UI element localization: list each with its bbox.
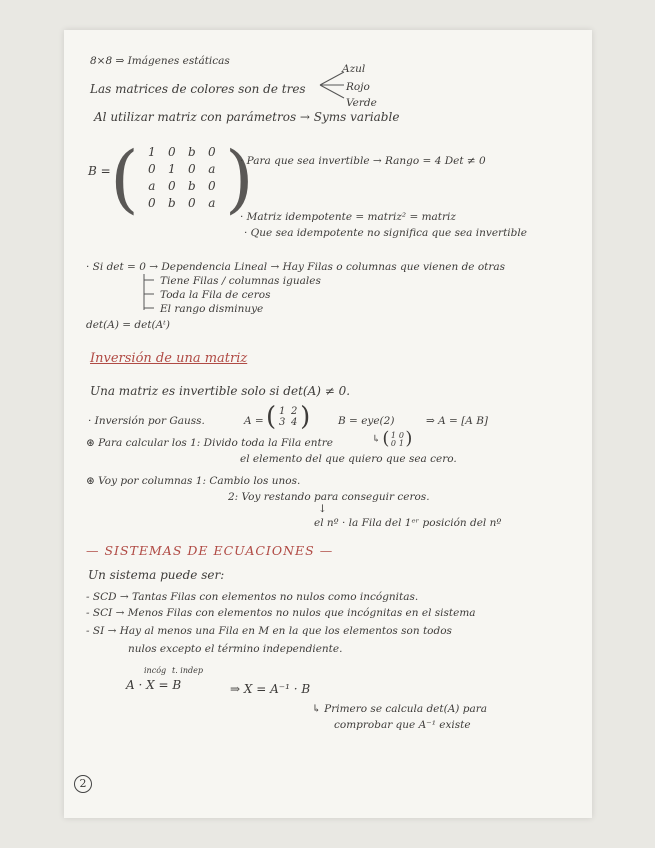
cell: 3 <box>278 417 286 428</box>
cell: 0 <box>208 179 216 193</box>
matrix-a-cells <box>276 406 300 428</box>
line-primero: ↳ Primero se calcula det(A) para <box>312 703 487 715</box>
det-item-b: Toda la Fila de ceros <box>160 289 271 301</box>
arrow-down: ↓ <box>318 503 327 515</box>
equation-x: ⇒ X = A⁻¹ · B <box>230 682 311 696</box>
line-si: - SI → Hay al menos una Fila en M en la que los elementos son todos <box>86 625 452 637</box>
bracket-lines <box>140 274 158 316</box>
cell: 1 <box>390 431 396 440</box>
matrix-a-label: A = <box>244 415 264 427</box>
cell: 0 <box>208 145 216 159</box>
label-indep: t. indep <box>172 666 203 675</box>
cell: 1 <box>398 439 404 448</box>
line-det-transpuesta: det(A) = det(Aᵗ) <box>86 319 170 331</box>
note-idempotente: · Matriz idempotente = matriz² = matriz <box>240 211 456 223</box>
cell: 0 <box>398 431 404 440</box>
det-item-c: El rango disminuye <box>160 303 264 315</box>
line-invertible-solo: Una matriz es invertible solo si det(A) ≠ 0. <box>90 384 351 398</box>
matrix-b-cells <box>142 145 222 213</box>
note-invertible: · Para que sea invertible → Rango = 4 Det ≠ 0 <box>240 155 486 167</box>
line-scd: - SCD → Tantas Filas con elementos no nulos como incógnitas. <box>86 591 419 603</box>
cell: b <box>188 145 196 159</box>
a-ab: ⇒ A = [A B] <box>426 415 489 427</box>
left-paren: ( <box>110 136 139 222</box>
label-verde: Verde <box>346 97 377 109</box>
label-incog: incóg <box>144 666 167 675</box>
line-sistema-puede: Un sistema puede ser: <box>88 568 225 582</box>
matrix-b <box>110 136 254 222</box>
step-columnas-2: 2: Voy restando para conseguir ceros. <box>228 491 430 503</box>
det-item-a: Tiene Filas / columnas iguales <box>160 275 321 287</box>
step-columnas-3: el nº · la Fila del 1ᵉʳ posición del nº <box>314 517 502 529</box>
cell: 0 <box>168 179 176 193</box>
cell: 0 <box>148 162 156 176</box>
identity-matrix: ↳ ( 1 0 0 1 ) <box>372 426 412 452</box>
line-gauss: · Inversión por Gauss. <box>88 415 205 427</box>
label-azul: Azul <box>342 63 366 75</box>
cell: 2 <box>290 406 298 417</box>
line-primero-2: comprobar que A⁻¹ existe <box>334 719 471 731</box>
line-imagenes: 8×8 ⇒ Imágenes estáticas <box>90 55 230 67</box>
step-calcular-2: el elemento del que quiero que sea cero. <box>240 453 457 465</box>
cell: 1 <box>168 162 176 176</box>
equation-axb: A · X = B <box>126 678 182 692</box>
cell: b <box>168 196 176 210</box>
cell: 0 <box>390 439 396 448</box>
cell: 0 <box>188 162 196 176</box>
cell: 4 <box>290 417 298 428</box>
line-sci: - SCI → Menos Filas con elementos no nulos que incógnitas en el sistema <box>86 607 476 619</box>
cell: a <box>208 162 216 176</box>
label-rojo: Rojo <box>346 81 370 93</box>
cell: 1 <box>148 145 156 159</box>
cell: 1 <box>278 406 286 417</box>
page-number: 2 <box>74 775 92 793</box>
right-paren: ) <box>300 402 311 432</box>
line-det-cero: · Si det = 0 → Dependencia Lineal → Hay Filas o columnas que vienen de otras <box>86 261 506 273</box>
notebook-page <box>64 30 592 818</box>
heading-inversion: Inversión de una matriz <box>90 351 248 366</box>
cell: b <box>188 179 196 193</box>
cell: a <box>148 179 156 193</box>
note-idempotente-2: · Que sea idempotente no significa que sea invertible <box>244 227 527 239</box>
right-paren: ) <box>405 428 413 449</box>
matrix-b-label: B = <box>88 164 111 178</box>
step-columnas: ⊛ Voy por columnas 1: Cambio los unos. <box>86 475 301 487</box>
heading-sistemas: — SISTEMAS DE ECUACIONES — <box>86 543 334 558</box>
cell: 0 <box>148 196 156 210</box>
line-matrices-colores: Las matrices de colores son de tres <box>90 82 306 96</box>
line-parametros: Al utilizar matriz con parámetros → Syms variable <box>94 110 400 124</box>
right-paren: ) <box>224 136 254 222</box>
left-paren: ( <box>382 428 390 449</box>
matrix-a <box>266 404 310 430</box>
cell: 0 <box>168 145 176 159</box>
line-si-2: nulos excepto el término independiente. <box>128 643 343 655</box>
cell: 0 <box>188 196 196 210</box>
left-paren: ( <box>266 402 277 432</box>
branch-arrows <box>318 68 348 102</box>
cell: a <box>208 196 216 210</box>
b-eye: B = eye(2) <box>338 415 395 427</box>
identity-cells <box>389 431 405 447</box>
step-calcular: ⊛ Para calcular los 1: Divido toda la Fila entre <box>86 437 333 449</box>
